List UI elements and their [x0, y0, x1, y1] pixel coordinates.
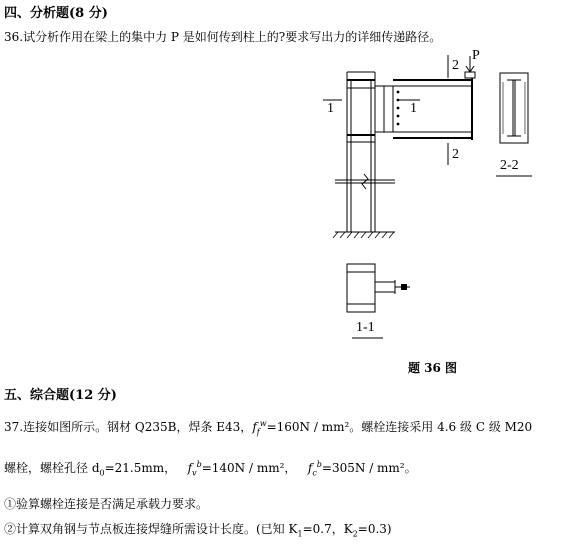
q37-line1-fw-value: =160N / mm²。螺栓连接采用 4.6 级 C 级 M20: [266, 420, 533, 434]
question-37-item2: ②计算双角钢与节点板连接焊缝所需设计长度。(已知 $K_1=0.7$，$K_2=0.3$): [4, 522, 392, 539]
symbol-f-f-w: $f_f^w$: [252, 419, 267, 437]
question-37-line2: 螺栓，螺栓孔径 $d_0=21.5mm$， $f_v^b=140N / mm^2$， $f_c^b=305N / mm^2$。: [4, 460, 417, 478]
q37-line2-start: 螺栓，螺栓孔径 d: [4, 461, 100, 475]
q37-item2-k1: =0.7，K: [302, 522, 353, 536]
q37-item2-k2: =0.3): [357, 522, 392, 536]
section-label-1-1: 1-1: [356, 320, 375, 335]
q37-line1-start: 37.连接如图所示。钢材 Q235B，焊条 E43，: [4, 420, 253, 434]
force-label-p: P: [472, 48, 480, 63]
figure-36-caption: 题 36 图: [408, 361, 458, 375]
q37-item2-start: ②计算双角钢与节点板连接焊缝所需设计长度。(已知 K: [4, 522, 298, 536]
q37-line2-fc-value: =305N / mm²。: [321, 461, 417, 475]
section-mark-1-right: 1: [410, 101, 417, 116]
q37-line2-fv-value: =140N / mm²，: [201, 461, 297, 475]
section4-heading: 四、分析题(8 分): [4, 6, 108, 21]
section-label-2-2: 2-2: [500, 158, 519, 173]
section-mark-2-top: 2: [452, 58, 459, 73]
question-37-item1: ①验算螺栓连接是否满足承载力要求。: [4, 497, 209, 511]
symbol-f-c-b: $f_c^b$: [300, 460, 322, 478]
section5-heading: 五、综合题(12 分): [4, 388, 117, 403]
q37-line2-d-value: =21.5mm，: [104, 461, 177, 475]
question-36-text: 36.试分析作用在梁上的集中力 P 是如何传到柱上的?要求写出力的详细传递路径。: [4, 30, 442, 44]
symbol-f-v-b: $f_v^b$: [179, 460, 202, 478]
section-mark-2-bottom: 2: [452, 147, 459, 162]
section-mark-1-left: 1: [327, 101, 334, 116]
question-37-line1: [4, 416, 532, 440]
